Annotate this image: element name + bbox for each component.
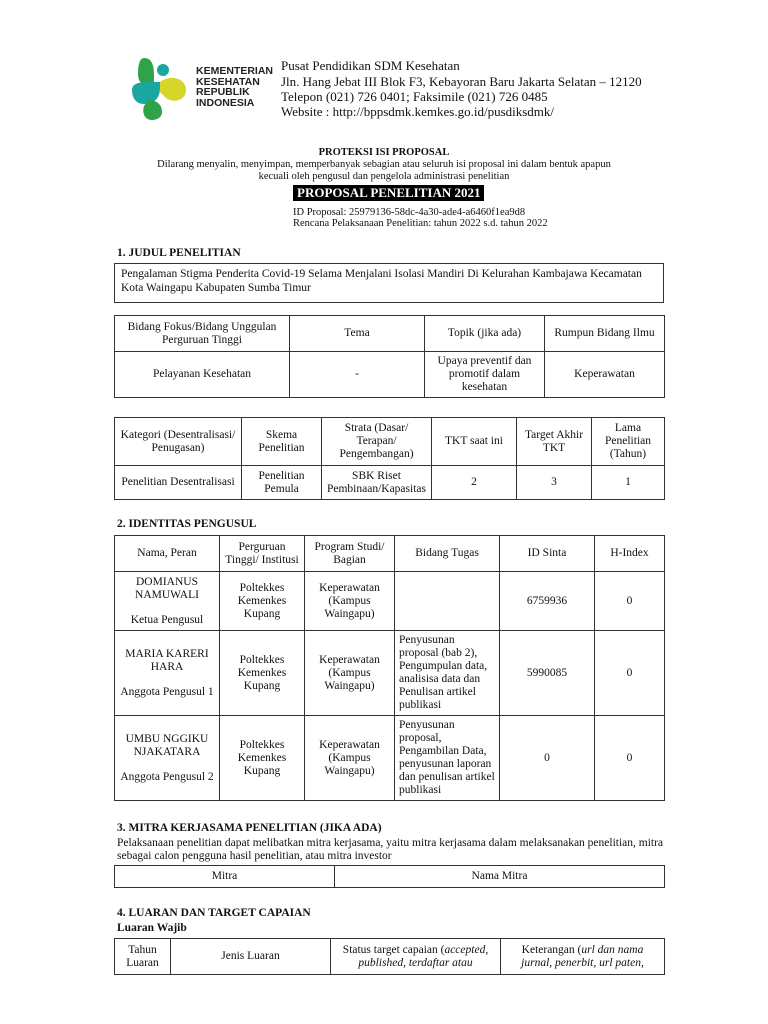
institution-phone: Telepon (021) 726 0401; Faksimile (021) 726 0485: [281, 89, 548, 104]
partner-header-nama: Nama Mitra: [335, 866, 665, 888]
proposer-prodi: Keperawatan (Kampus Waingapu): [305, 716, 395, 801]
proposer-header-institusi: Perguruan Tinggi/ Institusi: [220, 536, 305, 572]
logo-line-3: REPUBLIK: [196, 86, 250, 98]
output-table: [114, 938, 665, 975]
proposer-name: MARIA KARERI HARA: [125, 647, 209, 673]
proposer-prodi: Keperawatan (Kampus Waingapu): [305, 631, 395, 716]
focus-header-topik: Topik (jika ada): [425, 316, 545, 352]
partner-table: [114, 865, 665, 888]
ministry-logo-mark: [130, 56, 190, 120]
section-4-subheading: Luaran Wajib: [117, 922, 187, 934]
institution-website[interactable]: Website : http://bppsdmk.kemkes.go.id/pusdiksdmk/: [281, 104, 555, 119]
logo-line-1: KEMENTERIAN: [196, 65, 274, 77]
proposer-role: Anggota Pengusul 2: [120, 770, 214, 783]
output-header-keterangan: [501, 939, 665, 975]
output-header-tahun: Tahun Luaran: [115, 939, 171, 975]
output-header-keterangan-options: url dan nama jurnal, penerbit, url paten,: [521, 943, 644, 969]
proposer-tasks: Penyusunan proposal (bab 2), Pengumpulan data, analisisa data dan Penulisan artikel publikasi: [395, 631, 500, 716]
scheme-cell-strata: SBK Riset Pembinaan/Kapasitas: [322, 466, 432, 500]
proposer-hindex: 0: [595, 716, 665, 801]
research-title-box: [114, 263, 664, 303]
logo-line-4: INDONESIA: [196, 96, 255, 109]
protection-title: PROTEKSI ISI PROPOSAL: [318, 147, 450, 158]
logo-line-2: KESEHATAN: [196, 75, 260, 88]
section-3-line-2: sebagai calon pengguna hasil penelitian, atau mitra investor: [117, 850, 392, 862]
focus-header-tema: Tema: [290, 316, 425, 352]
table-row: [115, 631, 665, 716]
institution-name: Pusat Pendidikan SDM Kesehatan: [281, 58, 460, 73]
scheme-cell-lama: 1: [592, 466, 665, 500]
proposer-institution: Poltekkes Kemenkes Kupang: [220, 572, 305, 631]
proposal-banner: PROPOSAL PENELITIAN 2021: [293, 185, 484, 201]
institution-address: Jln. Hang Jebat III Blok F3, Kebayoran Baru Jakarta Selatan – 12120: [281, 74, 642, 89]
output-header-status-label: Status target capaian (: [342, 943, 445, 956]
proposer-tasks: Penyusunan proposal, Pengambilan Data, penyusunan laporan dan penulisan artikel publikasi: [395, 716, 500, 801]
scheme-header-tkt: TKT saat ini: [432, 418, 517, 466]
protection-line-2: kecuali oleh pengusul dan pengelola administrasi penelitian: [258, 171, 510, 182]
focus-header-rumpun: Rumpun Bidang Ilmu: [545, 316, 665, 352]
focus-cell-rumpun: Keperawatan: [545, 352, 665, 398]
ministry-logo: [130, 56, 274, 124]
scheme-cell-skema: Penelitian Pemula: [242, 466, 322, 500]
output-header-status-options: accepted, published, terdaftar atau: [358, 943, 489, 969]
proposer-header-hindex: H-Index: [595, 536, 665, 572]
proposer-sinta: 6759936: [500, 572, 595, 631]
proposer-name: UMBU NGGIKU NJAKATARA: [125, 732, 209, 758]
focus-cell-bidang: Pelayanan Kesehatan: [115, 352, 290, 398]
proposer-name-cell: [115, 631, 220, 716]
section-3-line-1: Pelaksanaan penelitian dapat melibatkan mitra kerjasama, yaitu mitra kerjasama dalam melaksanakan penelitian, mitra: [117, 837, 664, 849]
scheme-cell-target: 3: [517, 466, 592, 500]
partner-header-mitra: Mitra: [115, 866, 335, 888]
scheme-table: [114, 417, 665, 500]
scheme-header-target: Target Akhir TKT: [517, 418, 592, 466]
proposer-role: Ketua Pengusul: [130, 613, 204, 626]
proposer-role: Anggota Pengusul 1: [120, 685, 214, 698]
scheme-header-skema: Skema Penelitian: [242, 418, 322, 466]
focus-header-bidang: Bidang Fokus/Bidang Unggulan Perguruan Tinggi: [115, 316, 290, 352]
table-row: [115, 572, 665, 631]
scheme-cell-tkt: 2: [432, 466, 517, 500]
scheme-header-lama: Lama Penelitian (Tahun): [592, 418, 665, 466]
section-3-description: [117, 837, 677, 863]
section-2-heading: 2. IDENTITAS PENGUSUL: [117, 518, 257, 530]
output-header-keterangan-label: Keterangan (: [521, 943, 582, 956]
table-row: [115, 716, 665, 801]
proposer-header-prodi: Program Studi/ Bagian: [305, 536, 395, 572]
section-3-heading: 3. MITRA KERJASAMA PENELITIAN (JIKA ADA): [117, 822, 382, 834]
scheme-header-strata: Strata (Dasar/ Terapan/ Pengembangan): [322, 418, 432, 466]
proposer-header-nama: Nama, Peran: [115, 536, 220, 572]
output-header-status: [331, 939, 501, 975]
scheme-header-kategori: Kategori (Desentralisasi/ Penugasan): [115, 418, 242, 466]
proposal-id: ID Proposal: 25979136-58dc-4a30-ade4-a6460f1ea9d8: [293, 207, 526, 218]
section-1-heading: 1. JUDUL PENELITIAN: [117, 247, 241, 259]
proposer-sinta: 5990085: [500, 631, 595, 716]
output-header-jenis: Jenis Luaran: [171, 939, 331, 975]
proposer-name-cell: [115, 572, 220, 631]
scheme-cell-kategori: Penelitian Desentralisasi: [115, 466, 242, 500]
proposer-header-sinta: ID Sinta: [500, 536, 595, 572]
proposer-tasks: [395, 572, 500, 631]
proposer-institution: Poltekkes Kemenkes Kupang: [220, 716, 305, 801]
focus-table: [114, 315, 665, 398]
proposer-header-tugas: Bidang Tugas: [395, 536, 500, 572]
proposer-sinta: 0: [500, 716, 595, 801]
proposer-prodi: Keperawatan (Kampus Waingapu): [305, 572, 395, 631]
section-4-heading: 4. LUARAN DAN TARGET CAPAIAN: [117, 907, 311, 919]
research-title-line-1: Pengalaman Stigma Penderita Covid-19 Selama Menjalani Isolasi Mandiri Di Kelurahan Kambajawa Kecamatan: [121, 268, 642, 280]
proposer-table: [114, 535, 665, 801]
research-title-line-2: Kota Waingapu Kabupaten Sumba Timur: [121, 282, 311, 294]
proposer-hindex: 0: [595, 572, 665, 631]
proposal-plan: Rencana Pelaksanaan Penelitian: tahun 2022 s.d. tahun 2022: [293, 218, 548, 229]
proposer-name-cell: [115, 716, 220, 801]
proposer-institution: Poltekkes Kemenkes Kupang: [220, 631, 305, 716]
focus-cell-topik: Upaya preventif dan promotif dalam kesehatan: [425, 352, 545, 398]
focus-cell-tema: -: [290, 352, 425, 398]
protection-line-1: Dilarang menyalin, menyimpan, memperbanyak sebagian atau seluruh isi proposal ini dalam bentuk apapun: [157, 159, 611, 170]
proposer-hindex: 0: [595, 631, 665, 716]
proposer-name: DOMIANUS NAMUWALI: [135, 575, 199, 601]
